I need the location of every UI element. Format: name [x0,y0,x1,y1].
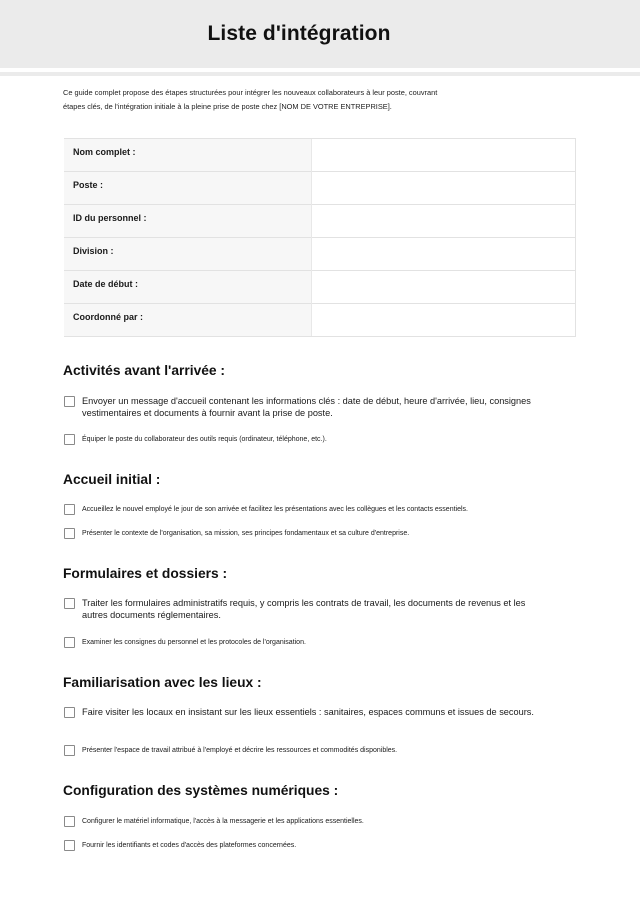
checkbox[interactable] [64,637,75,648]
checkbox[interactable] [64,816,75,827]
checkbox[interactable] [64,598,75,609]
info-label-start-date: Date de début : [64,271,311,304]
checkbox[interactable] [64,504,75,515]
employee-info-table [64,138,576,337]
info-value-position[interactable] [311,172,576,205]
section-title-pre-arrival: Activités avant l'arrivée : [63,363,226,378]
checkbox[interactable] [64,840,75,851]
info-value-staff-id[interactable] [311,205,576,238]
checklist-item-text: Traiter les formulaires administratifs requis, y compris les contrats de travail, les documents de revenus et les autres documents réglementaires. [82,598,526,620]
section-title-digital-systems: Configuration des systèmes numériques : [63,783,339,798]
info-value-start-date[interactable] [311,271,576,304]
section-title-forms: Formulaires et dossiers : [63,566,228,581]
intro-line-2: étapes clés, de l'intégration initiale à la pleine prise de poste chez [NOM DE VOTRE ENTREPRISE]. [63,102,392,111]
info-row-coordinator [64,304,576,337]
checklist-item-text: Configurer le matériel informatique, l'accès à la messagerie et les applications essentielles. [82,818,364,825]
info-label-name: Nom complet : [64,139,311,172]
checklist-item-text: Examiner les consignes du personnel et les protocoles de l'organisation. [82,639,306,646]
checklist-item-text: Envoyer un message d'accueil contenant les informations clés : date de début, heure d'arrivée, lieu, consignes vestimentaires et documents à fournir avant la prise de poste. [82,396,531,418]
info-row-name [64,139,576,172]
section-title-initial-welcome: Accueil initial : [63,472,161,487]
page-title: Liste d'intégration [207,22,391,45]
checklist-item-text: Équiper le poste du collaborateur des outils requis (ordinateur, téléphone, etc.). [82,436,327,443]
checklist-item-text: Fournir les identifiants et codes d'accès des plateformes concernées. [82,842,297,849]
intro-paragraph [63,86,483,114]
checklist-item-text: Faire visiter les locaux en insistant sur les lieux essentiels : sanitaires, espaces communs et issues de secours. [82,707,534,717]
checkbox[interactable] [64,707,75,718]
checklist-item-text: Présenter l'espace de travail attribué à l'employé et décrire les ressources et commodités disponibles. [82,747,398,754]
info-row-position [64,172,576,205]
checklist-item-text: Accueillez le nouvel employé le jour de son arrivée et facilitez les présentations avec les collègues et les contacts essentiels. [82,506,468,513]
section-title-site-familiarization: Familiarisation avec les lieux : [63,675,262,690]
info-value-division[interactable] [311,238,576,271]
info-label-coordinator: Coordonné par : [64,304,311,337]
info-value-coordinator[interactable] [311,304,576,337]
info-label-position: Poste : [64,172,311,205]
checkbox[interactable] [64,745,75,756]
checkbox[interactable] [64,434,75,445]
info-label-division: Division : [64,238,311,271]
checklist-item-text: Présenter le contexte de l'organisation, sa mission, ses principes fondamentaux et sa culture d'entreprise. [82,530,410,537]
info-row-staff-id [64,205,576,238]
checkbox[interactable] [64,396,75,407]
checkbox[interactable] [64,528,75,539]
info-row-division [64,238,576,271]
info-row-start-date [64,271,576,304]
info-label-staff-id: ID du personnel : [64,205,311,238]
intro-line-1: Ce guide complet propose des étapes structurées pour intégrer les nouveaux collaborateurs à leur poste, couvrant [63,88,438,97]
info-value-name[interactable] [311,139,576,172]
header-divider [0,72,640,76]
